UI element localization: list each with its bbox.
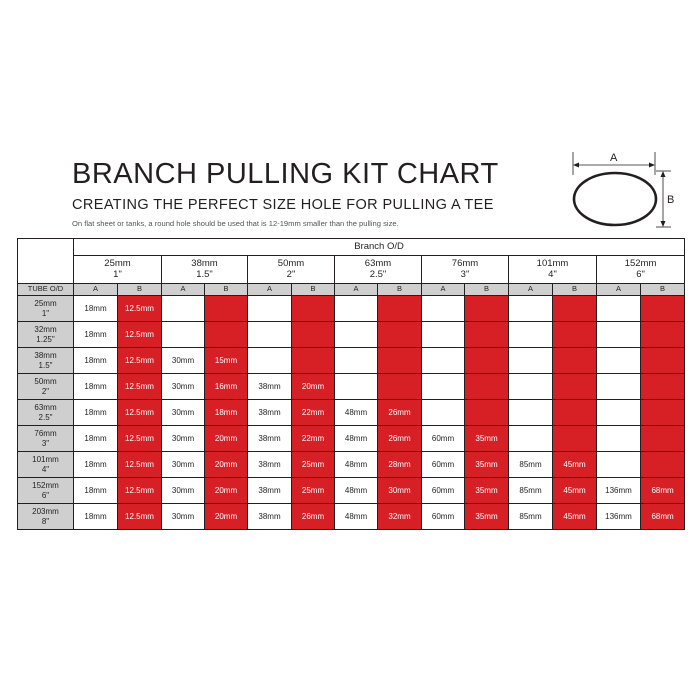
branch-header-row: [18, 239, 685, 256]
hole-size-a-cell: 18mm: [74, 322, 118, 348]
branch-od-header: Branch O/D: [74, 239, 685, 256]
hole-size-b-cell: [378, 374, 422, 400]
hole-size-a-cell: [597, 374, 641, 400]
column-a-header: A: [509, 284, 553, 296]
branch-size-header: [248, 256, 335, 284]
hole-size-a-cell: 38mm: [248, 374, 292, 400]
hole-size-a-cell: 30mm: [162, 452, 205, 478]
hole-size-b-cell: 20mm: [205, 452, 248, 478]
hole-size-b-cell: 12.5mm: [118, 374, 162, 400]
table-row: [18, 296, 685, 322]
tube-od-label: [18, 348, 74, 374]
hole-size-a-cell: [335, 348, 378, 374]
hole-size-a-cell: [335, 374, 378, 400]
hole-size-b-cell: 25mm: [292, 478, 335, 504]
table-row: [18, 504, 685, 530]
branch-size-mm: 25mm: [104, 257, 131, 269]
hole-size-b-cell: [553, 322, 597, 348]
hole-size-b-cell: [292, 322, 335, 348]
hole-size-a-cell: 60mm: [422, 452, 465, 478]
hole-size-b-cell: [378, 322, 422, 348]
hole-size-b-cell: 12.5mm: [118, 348, 162, 374]
column-a-header: A: [248, 284, 292, 296]
branch-size-mm: 152mm: [624, 257, 657, 269]
oval-hole-diagram: [563, 147, 673, 237]
tube-od-mm: 101mm: [32, 455, 59, 465]
hole-size-b-cell: [292, 296, 335, 322]
hole-size-a-cell: 38mm: [248, 478, 292, 504]
hole-size-a-cell: 136mm: [597, 478, 641, 504]
hole-size-b-cell: [465, 374, 509, 400]
tube-od-inch: 6": [41, 490, 50, 500]
hole-size-b-cell: 45mm: [553, 504, 597, 530]
column-b-header: B: [641, 284, 685, 296]
tube-od-mm: 152mm: [32, 481, 59, 491]
hole-size-a-cell: [248, 322, 292, 348]
hole-size-a-cell: 30mm: [162, 400, 205, 426]
hole-size-a-cell: [597, 452, 641, 478]
hole-size-a-cell: 18mm: [74, 426, 118, 452]
hole-size-b-cell: 35mm: [465, 452, 509, 478]
hole-size-a-cell: [422, 348, 465, 374]
hole-size-a-cell: 136mm: [597, 504, 641, 530]
hole-size-b-cell: [641, 426, 685, 452]
hole-size-a-cell: [335, 296, 378, 322]
hole-size-b-cell: 28mm: [378, 452, 422, 478]
hole-size-b-cell: [641, 322, 685, 348]
branch-size-inch: 6": [636, 268, 645, 280]
column-a-header: A: [335, 284, 378, 296]
hole-size-a-cell: 60mm: [422, 504, 465, 530]
hole-size-a-cell: [422, 400, 465, 426]
tube-od-inch: 8": [41, 516, 50, 526]
hole-size-a-cell: 30mm: [162, 426, 205, 452]
hole-size-b-cell: 12.5mm: [118, 478, 162, 504]
tube-od-inch: 2.5": [38, 412, 53, 422]
diagram-label-b: B: [667, 194, 675, 206]
hole-size-b-cell: 12.5mm: [118, 426, 162, 452]
tube-od-mm: 50mm: [34, 377, 57, 387]
hole-size-b-cell: 68mm: [641, 478, 685, 504]
hole-size-a-cell: 18mm: [74, 348, 118, 374]
hole-size-b-cell: 20mm: [205, 478, 248, 504]
table-row: [18, 426, 685, 452]
hole-size-b-cell: 45mm: [553, 452, 597, 478]
hole-size-a-cell: 85mm: [509, 504, 553, 530]
hole-size-a-cell: 48mm: [335, 426, 378, 452]
hole-size-a-cell: 48mm: [335, 400, 378, 426]
hole-size-b-cell: 12.5mm: [118, 296, 162, 322]
hole-size-b-cell: [641, 374, 685, 400]
oval-hole-shape: [574, 173, 656, 225]
hole-size-b-cell: [553, 374, 597, 400]
hole-size-a-cell: 60mm: [422, 426, 465, 452]
hole-size-a-cell: 30mm: [162, 348, 205, 374]
tube-od-label: [18, 400, 74, 426]
hole-size-a-cell: [162, 322, 205, 348]
hole-size-a-cell: [248, 348, 292, 374]
hole-size-b-cell: [465, 322, 509, 348]
tube-od-mm: 32mm: [34, 325, 57, 335]
hole-size-b-cell: 26mm: [292, 504, 335, 530]
tube-od-label: [18, 322, 74, 348]
hole-size-b-cell: 20mm: [205, 426, 248, 452]
hole-size-b-cell: [378, 348, 422, 374]
hole-size-a-cell: 38mm: [248, 400, 292, 426]
hole-size-a-cell: 38mm: [248, 452, 292, 478]
hole-size-b-cell: 12.5mm: [118, 400, 162, 426]
tube-od-inch: 1.25": [36, 334, 55, 344]
hole-size-b-cell: 20mm: [292, 374, 335, 400]
hole-size-b-cell: 26mm: [378, 400, 422, 426]
hole-size-b-cell: 16mm: [205, 374, 248, 400]
hole-size-a-cell: [597, 348, 641, 374]
tube-od-mm: 25mm: [34, 299, 57, 309]
branch-size-row: [18, 256, 685, 284]
hole-size-b-cell: [553, 348, 597, 374]
hole-size-a-cell: [422, 296, 465, 322]
hole-size-b-cell: 25mm: [292, 452, 335, 478]
hole-size-a-cell: [509, 426, 553, 452]
branch-size-mm: 101mm: [536, 257, 569, 269]
hole-size-a-cell: [162, 296, 205, 322]
tube-od-inch: 4": [41, 464, 50, 474]
chart-title: BRANCH PULLING KIT CHART: [72, 158, 499, 190]
table-row: [18, 374, 685, 400]
branch-size-inch: 1.5": [196, 268, 213, 280]
tube-od-mm: 76mm: [34, 429, 57, 439]
hole-size-a-cell: 30mm: [162, 478, 205, 504]
column-b-header: B: [118, 284, 162, 296]
hole-size-b-cell: 35mm: [465, 504, 509, 530]
tube-od-label: [18, 452, 74, 478]
hole-size-b-cell: [641, 452, 685, 478]
column-b-header: B: [292, 284, 335, 296]
hole-size-a-cell: [509, 374, 553, 400]
table-row: [18, 322, 685, 348]
hole-size-b-cell: 18mm: [205, 400, 248, 426]
hole-size-b-cell: 12.5mm: [118, 452, 162, 478]
hole-size-b-cell: [641, 400, 685, 426]
hole-size-a-cell: 85mm: [509, 478, 553, 504]
column-b-header: B: [205, 284, 248, 296]
column-a-header: A: [597, 284, 641, 296]
ab-header-row: [18, 284, 685, 296]
hole-size-b-cell: [292, 348, 335, 374]
hole-size-a-cell: 38mm: [248, 426, 292, 452]
tube-od-mm: 203mm: [32, 507, 59, 517]
tube-od-inch: 2": [41, 386, 50, 396]
column-b-header: B: [465, 284, 509, 296]
hole-size-a-cell: [509, 322, 553, 348]
hole-size-a-cell: [422, 374, 465, 400]
hole-size-b-cell: 35mm: [465, 426, 509, 452]
branch-size-mm: 63mm: [364, 257, 392, 269]
hole-size-b-cell: 12.5mm: [118, 504, 162, 530]
hole-size-a-cell: [597, 296, 641, 322]
hole-size-b-cell: [465, 296, 509, 322]
branch-size-header: [335, 256, 422, 284]
hole-size-a-cell: 18mm: [74, 296, 118, 322]
tube-od-mm: 63mm: [34, 403, 57, 413]
chart-subtitle: CREATING THE PERFECT SIZE HOLE FOR PULLING A TEE: [72, 197, 494, 213]
branch-size-header: [162, 256, 248, 284]
hole-size-a-cell: 30mm: [162, 504, 205, 530]
tube-od-label: [18, 478, 74, 504]
branch-size-inch: 2.5": [369, 268, 387, 280]
hole-size-a-cell: 18mm: [74, 400, 118, 426]
hole-size-a-cell: [422, 322, 465, 348]
hole-size-a-cell: 18mm: [74, 374, 118, 400]
hole-size-b-cell: 12.5mm: [118, 322, 162, 348]
hole-size-a-cell: 85mm: [509, 452, 553, 478]
hole-size-b-cell: 30mm: [378, 478, 422, 504]
hole-size-a-cell: [248, 296, 292, 322]
branch-size-header: [74, 256, 162, 284]
column-a-header: A: [422, 284, 465, 296]
column-b-header: B: [378, 284, 422, 296]
hole-size-b-cell: [641, 296, 685, 322]
branch-size-inch: 2": [286, 268, 296, 280]
tube-od-header: TUBE O/D: [18, 284, 74, 296]
hole-size-a-cell: 48mm: [335, 504, 378, 530]
hole-size-b-cell: 22mm: [292, 400, 335, 426]
hole-size-a-cell: [597, 322, 641, 348]
hole-size-a-cell: [509, 348, 553, 374]
table-row: [18, 348, 685, 374]
hole-size-a-cell: [597, 426, 641, 452]
hole-size-b-cell: [465, 400, 509, 426]
hole-size-b-cell: [553, 296, 597, 322]
branch-size-header: [422, 256, 509, 284]
hole-size-b-cell: 20mm: [205, 504, 248, 530]
hole-size-b-cell: 22mm: [292, 426, 335, 452]
hole-size-a-cell: 60mm: [422, 478, 465, 504]
hole-size-b-cell: [553, 400, 597, 426]
hole-size-a-cell: [509, 400, 553, 426]
tube-od-inch: 3": [41, 438, 50, 448]
hole-size-b-cell: 35mm: [465, 478, 509, 504]
hole-size-a-cell: 18mm: [74, 452, 118, 478]
hole-size-a-cell: [597, 400, 641, 426]
diagram-label-a: A: [610, 152, 618, 164]
hole-size-a-cell: [509, 296, 553, 322]
table-row: [18, 452, 685, 478]
hole-size-a-cell: 18mm: [74, 504, 118, 530]
table-row: [18, 478, 685, 504]
branch-size-mm: 50mm: [277, 257, 305, 269]
hole-size-b-cell: 26mm: [378, 426, 422, 452]
branch-size-mm: 38mm: [191, 257, 218, 269]
branch-size-inch: 4": [548, 268, 557, 280]
hole-size-b-cell: [205, 296, 248, 322]
hole-size-b-cell: 68mm: [641, 504, 685, 530]
tube-od-label: [18, 426, 74, 452]
branch-size-inch: 1": [113, 268, 122, 280]
tube-od-label: [18, 504, 74, 530]
hole-size-b-cell: 15mm: [205, 348, 248, 374]
tube-od-label: [18, 296, 74, 322]
hole-size-b-cell: [553, 426, 597, 452]
column-a-header: A: [74, 284, 118, 296]
tube-od-label: [18, 374, 74, 400]
hole-size-a-cell: 18mm: [74, 478, 118, 504]
hole-size-b-cell: [378, 296, 422, 322]
tube-od-inch: 1": [41, 308, 50, 318]
hole-size-b-cell: [465, 348, 509, 374]
branch-size-header: [597, 256, 685, 284]
hole-size-b-cell: [205, 322, 248, 348]
branch-size-header: [509, 256, 597, 284]
column-a-header: A: [162, 284, 205, 296]
table-row: [18, 400, 685, 426]
tube-od-inch: 1.5": [38, 360, 53, 370]
hole-size-b-cell: [641, 348, 685, 374]
hole-size-b-cell: 45mm: [553, 478, 597, 504]
hole-size-a-cell: 48mm: [335, 452, 378, 478]
usage-note: On flat sheet or tanks, a round hole should be used that is 12-19mm smaller than the pulling size.: [72, 219, 399, 228]
hole-size-a-cell: 38mm: [248, 504, 292, 530]
hole-size-a-cell: [335, 322, 378, 348]
hole-size-a-cell: 30mm: [162, 374, 205, 400]
tube-od-mm: 38mm: [34, 351, 57, 361]
corner-cell: [18, 239, 74, 284]
hole-size-a-cell: 48mm: [335, 478, 378, 504]
hole-size-b-cell: 32mm: [378, 504, 422, 530]
branch-size-inch: 3": [460, 268, 470, 280]
column-b-header: B: [553, 284, 597, 296]
branch-size-mm: 76mm: [451, 257, 479, 269]
kit-chart-table: [17, 238, 685, 530]
